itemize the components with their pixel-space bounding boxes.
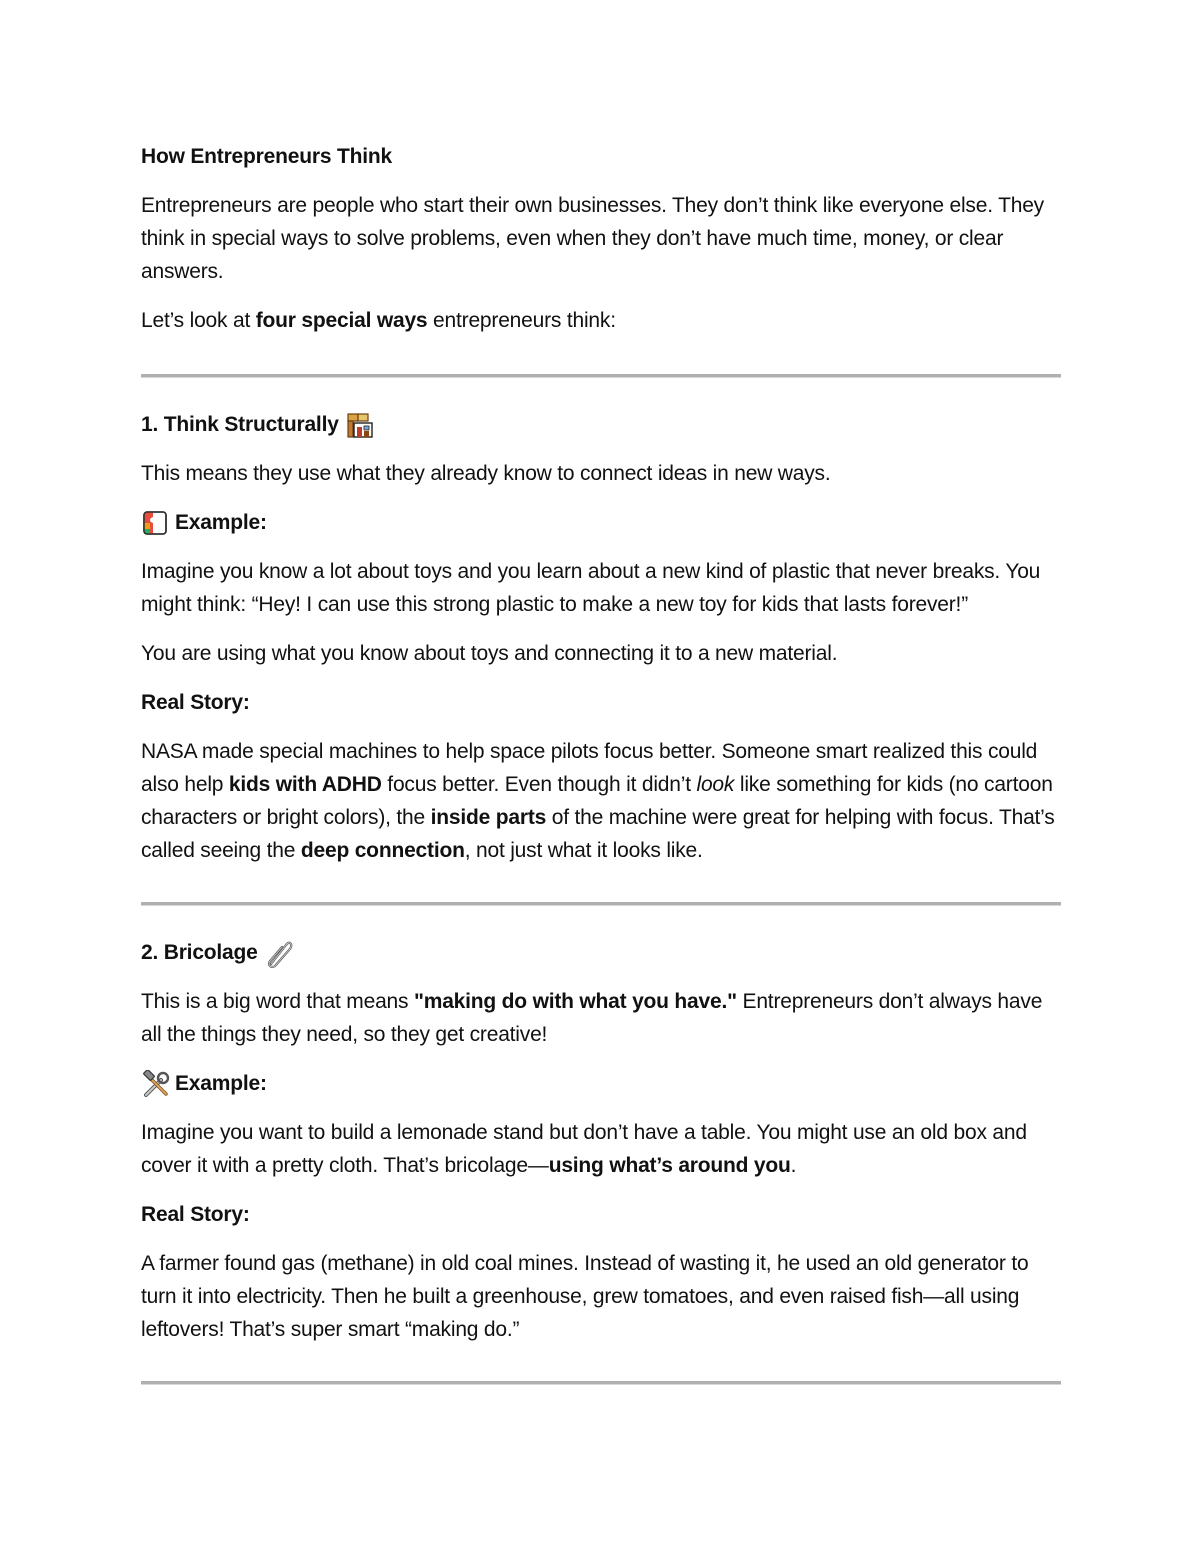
desc-text: Entrepreneurs don’t always have all the things they need, so they get creative!	[141, 990, 1043, 1046]
story-text: of the machine were great for helping with focus. That’s called seeing the	[141, 806, 1055, 862]
example-text: Imagine you know a lot about toys and you learn about a new kind of plastic that never breaks. You might think: “Hey! I can use this strong plastic to make a new toy for kids that lasts forever!”	[141, 560, 1041, 616]
intro-lead-text: Let’s look at	[141, 309, 256, 332]
story-text: like something for kids (no cartoon characters or bright colors), the	[141, 773, 1053, 829]
document-page	[141, 140, 1061, 1415]
story-text: NASA made special machines to help space pilots focus better. Someone smart realized this could also help	[141, 740, 1038, 796]
example-text-part: .	[790, 1154, 797, 1177]
intro-lead-in	[141, 304, 1061, 337]
divider	[141, 902, 1061, 906]
paperclip-icon	[264, 938, 294, 968]
real-story-text	[141, 735, 1061, 867]
story-bold: kids with ADHD	[228, 773, 382, 796]
example-label: Example:	[175, 1072, 267, 1095]
story-italic: look	[696, 773, 735, 796]
real-story-label: Real Story:	[141, 691, 250, 714]
section-heading-bricolage	[141, 936, 1061, 969]
divider	[141, 374, 1061, 378]
example-label-row	[141, 506, 1061, 539]
example-text-part: Imagine you want to build a lemonade stand but don’t have a table. You might use an old box and cover it with a pretty cloth. That’s bricolage—	[141, 1121, 1027, 1177]
story-bold: inside parts	[430, 806, 547, 829]
section-heading-text: 1. Think Structurally	[141, 413, 339, 436]
example-text	[141, 1116, 1061, 1182]
document-title: How Entrepreneurs Think	[141, 145, 392, 168]
intro-paragraph: Entrepreneurs are people who start their own businesses. They don’t think like everyone else. They think in special ways to solve problems, even when they don’t have much time, money, or clear answers.	[141, 194, 1044, 283]
section-description: This means they use what they already know to connect ideas in new ways.	[141, 462, 831, 485]
section-heading-text: 2. Bricolage	[141, 941, 258, 964]
example-label: Example:	[175, 511, 267, 534]
section-heading-think-structurally	[141, 408, 1061, 441]
story-text: , not just what it looks like.	[464, 839, 703, 862]
intro-lead-text-end: entrepreneurs think:	[427, 309, 616, 332]
desc-bold: "making do with what you have."	[413, 990, 737, 1013]
example-text-bold: using what’s around you	[548, 1154, 791, 1177]
building-blocks-icon	[345, 410, 375, 440]
story-bold: deep connection	[300, 839, 465, 862]
section-description	[141, 985, 1061, 1051]
desc-text: This is a big word that means	[141, 990, 414, 1013]
story-text: focus better. Even though it didn’t	[381, 773, 697, 796]
real-story-label: Real Story:	[141, 1203, 250, 1226]
hammer-wrench-icon	[141, 1070, 169, 1098]
puzzle-icon	[141, 509, 169, 537]
example-followup: You are using what you know about toys and connecting it to a new material.	[141, 642, 838, 665]
divider	[141, 1381, 1061, 1385]
intro-lead-bold: four special ways	[255, 309, 428, 332]
real-story-text: A farmer found gas (methane) in old coal mines. Instead of wasting it, he used an old generator to turn it into electricity. Then he built a greenhouse, grew tomatoes, and even raised fish—all using leftovers! That’s super smart “making do.”	[141, 1252, 1029, 1341]
example-label-row	[141, 1067, 1061, 1100]
